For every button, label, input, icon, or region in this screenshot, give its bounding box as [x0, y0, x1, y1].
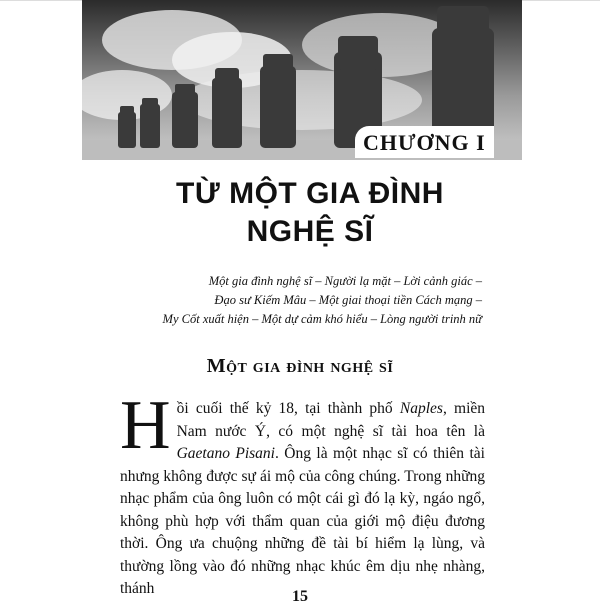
page-number: 15 — [292, 588, 308, 605]
summary-line-2: Đạo sư Kiếm Mâu – Một giai thoại tiền Cách mạng – — [214, 293, 482, 307]
place-name-naples: Naples — [399, 400, 443, 417]
drop-cap: H — [120, 387, 171, 464]
summary-line-1: Một gia đình nghệ sĩ – Người lạ mặt – Lời cảnh giác – — [208, 274, 482, 288]
chapter-label: CHƯƠNG I — [355, 126, 494, 158]
person-name-gaetano-pisani: Gaetano Pisani — [176, 445, 275, 462]
chapter-summary — [110, 272, 482, 329]
body-text-part-2: , miền Nam nước Ý, có một nghệ sĩ tài hoa tên là — [176, 400, 486, 440]
chapter-title-line-2: NGHỆ SĨ — [246, 215, 374, 248]
body-text-part-3: . Ông là một nhạc sĩ có thiên tài nhưng không được sự ái mộ của công chúng. Trong những nhạc phẩm của ông luôn có một cái gì đó lạ kỳ, ngáo ngổ, không phù hợp với thẩm quan của giới mộ điệu đương thời. Ông ưa chuộng những đề tài bí hiểm lạ lùng, và thường lồng vào đó những nhạc khúc êm dịu nhẹ nhàng, thánh — [120, 445, 485, 597]
summary-line-3: My Cốt xuất hiện – Một dự cảm khó hiểu – Lòng người trinh nữ — [162, 312, 482, 326]
body-text-part-1: ồi cuối thế kỷ 18, tại thành phố — [176, 400, 400, 417]
chapter-title — [120, 175, 500, 251]
section-heading: Một gia đình nghệ sĩ — [206, 355, 394, 377]
chapter-title-line-1: TỪ MỘT GIA ĐÌNH — [176, 177, 444, 210]
body-paragraph — [120, 387, 486, 601]
